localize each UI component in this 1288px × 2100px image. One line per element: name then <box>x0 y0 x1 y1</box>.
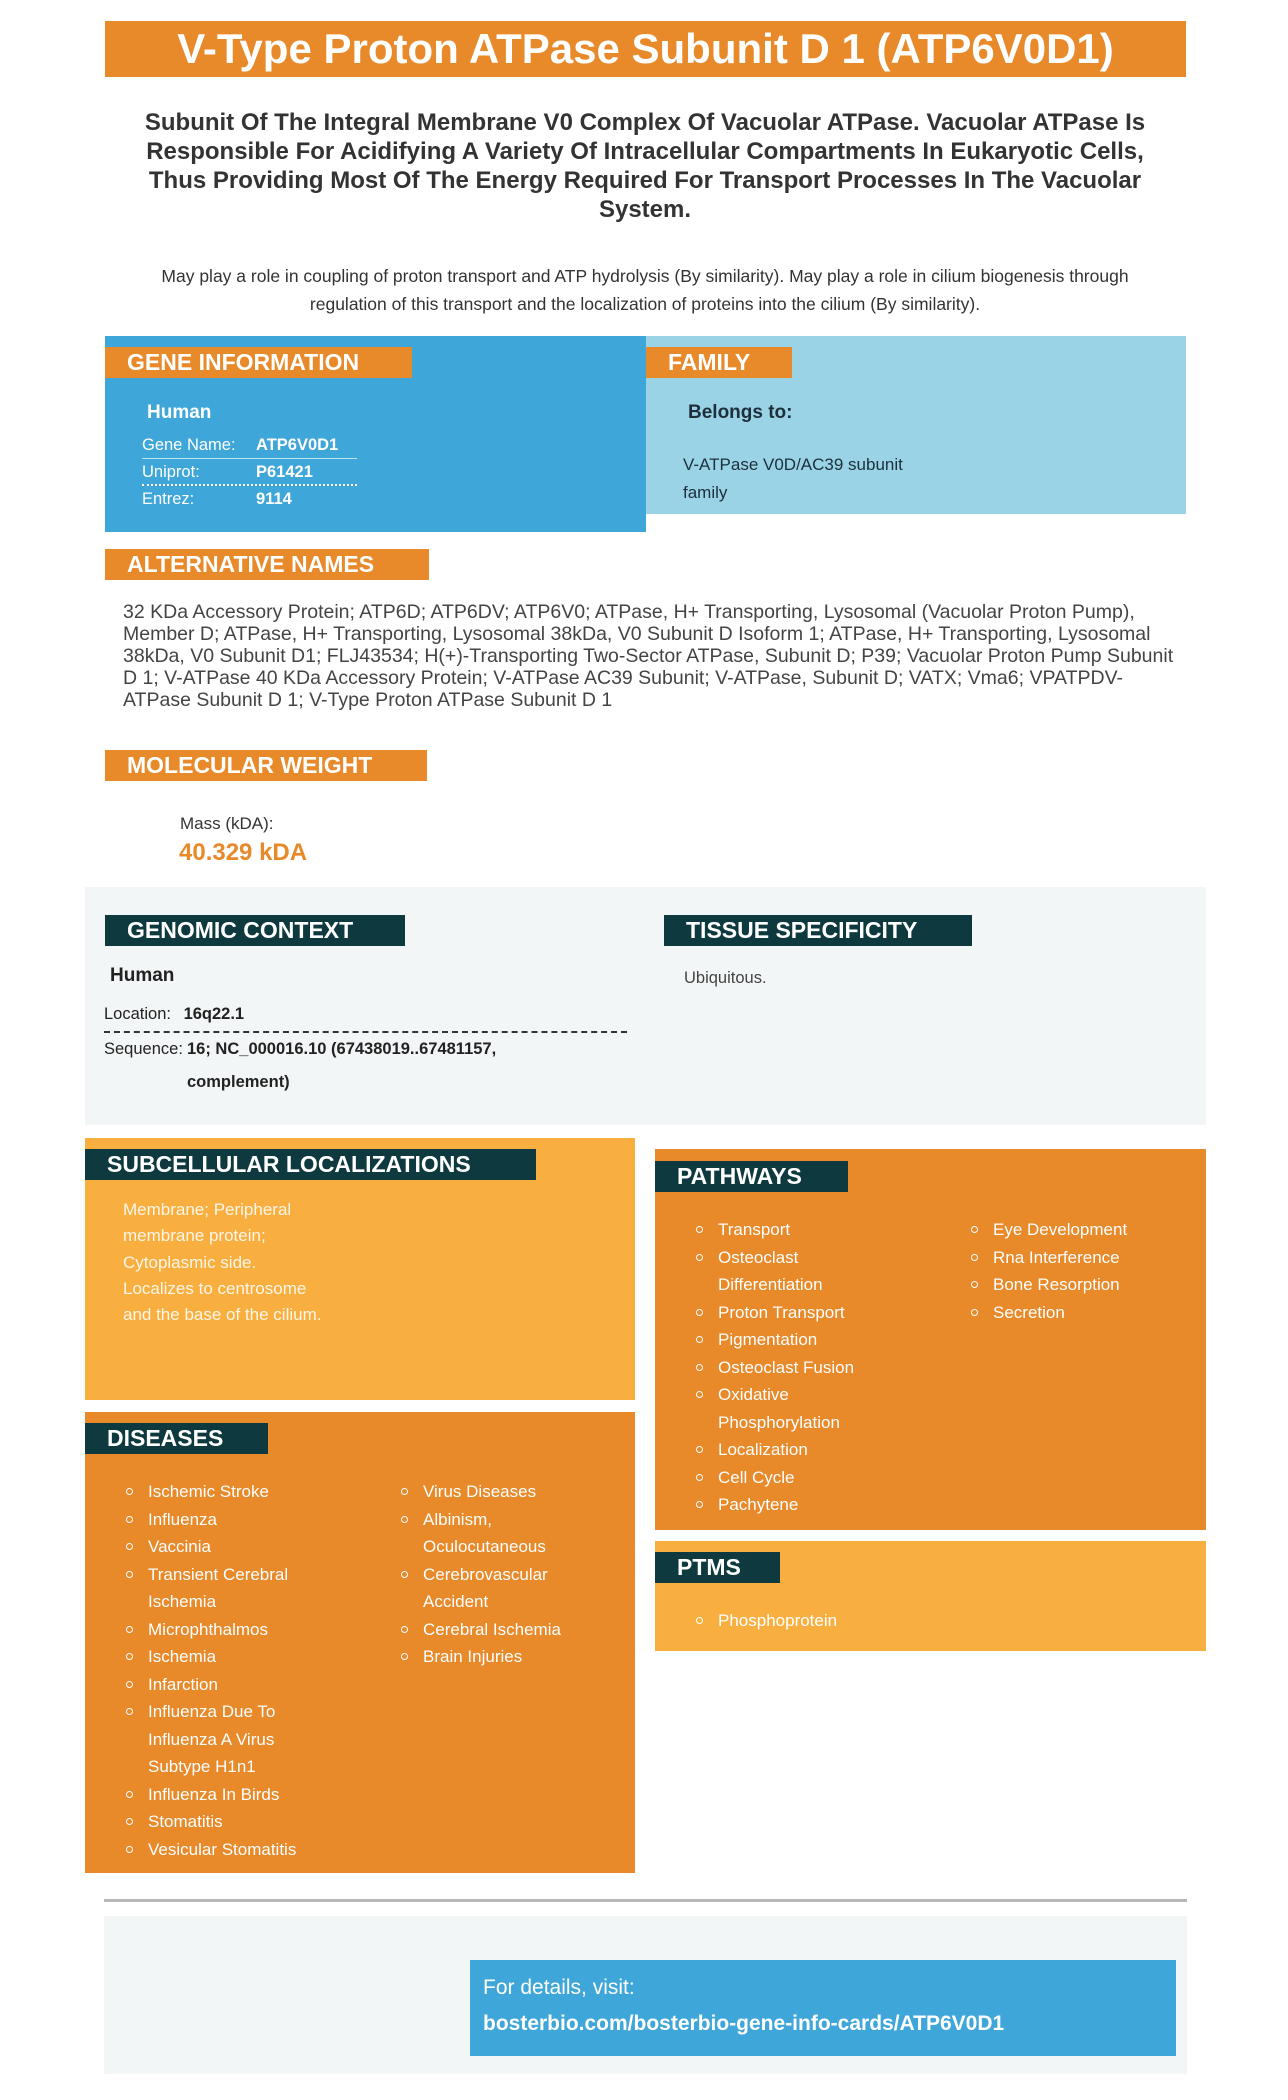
list-item: Proton Transport <box>693 1299 903 1327</box>
sequence-key: Sequence: <box>104 1040 183 1058</box>
sequence-value-line2: complement) <box>187 1073 290 1091</box>
gene-info-table <box>142 432 357 513</box>
subcellular-label: SUBCELLULAR LOCALIZATIONS <box>85 1149 536 1180</box>
list-item: Brain Injuries <box>398 1643 598 1671</box>
list-item: Cerebral Ischemia <box>398 1616 598 1644</box>
list-item: Microphthalmos <box>123 1616 328 1644</box>
details-link-box[interactable] <box>470 1960 1176 2056</box>
gene-species: Human <box>147 402 212 423</box>
list-item: Eye Development <box>968 1216 1188 1244</box>
gene-name-value: ATP6V0D1 <box>256 436 339 454</box>
list-item: Rna Interference <box>968 1244 1188 1272</box>
gene-name-row <box>142 432 357 459</box>
page-title: V-Type Proton ATPase Subunit D 1 (ATP6V0D1) <box>105 21 1186 77</box>
details-link-intro: For details, visit: <box>483 1976 635 1999</box>
list-item: Oxidative Phosphorylation <box>693 1381 903 1436</box>
family-label: FAMILY <box>646 347 792 378</box>
footer-divider <box>104 1899 1187 1902</box>
list-item: Infarction <box>123 1671 328 1699</box>
pathways-list-col2 <box>968 1216 1188 1326</box>
list-item: Bone Resorption <box>968 1271 1188 1299</box>
mass-label: Mass (kDA): <box>180 814 274 833</box>
list-item: Cell Cycle <box>693 1464 903 1492</box>
list-item: Secretion <box>968 1299 1188 1327</box>
entrez-row <box>142 486 357 513</box>
gene-name-key: Gene Name: <box>142 436 236 454</box>
tissue-specificity-label: TISSUE SPECIFICITY <box>664 915 972 946</box>
details-link-url[interactable]: bosterbio.com/bosterbio-gene-info-cards/ATP6V0D1 <box>483 2012 1005 2035</box>
diseases-list-col1 <box>123 1478 328 1863</box>
location-row <box>104 1005 244 1024</box>
location-value: 16q22.1 <box>183 1005 245 1023</box>
diseases-list-col2 <box>398 1478 598 1671</box>
list-item: Vaccinia <box>123 1533 328 1561</box>
subcellular-text: Membrane; Peripheral membrane protein; Cytoplasmic side. Localizes to centrosome and the base of the cilium. <box>123 1200 322 1325</box>
molecular-weight-label: MOLECULAR WEIGHT <box>105 750 427 781</box>
uniprot-value: P61421 <box>256 463 313 481</box>
uniprot-key: Uniprot: <box>142 463 200 481</box>
genomic-species: Human <box>110 965 175 986</box>
list-item: Pachytene <box>693 1491 903 1519</box>
alternative-names-label: ALTERNATIVE NAMES <box>105 549 429 580</box>
list-item: Vesicular Stomatitis <box>123 1836 328 1864</box>
sequence-value-line1: 16; NC_000016.10 (67438019..67481157, <box>187 1040 497 1058</box>
mass-value: 40.329 kDA <box>179 839 308 866</box>
function-summary: May play a role in coupling of proton transport and ATP hydrolysis (By similarity). May play a role in cilium biogenesis through regulation of this transport and the localization of proteins into the cilium (By similarity). <box>161 266 1129 314</box>
gene-information-label: GENE INFORMATION <box>105 347 412 378</box>
list-item: Localization <box>693 1436 903 1464</box>
list-item: Osteoclast Fusion <box>693 1354 903 1382</box>
list-item: Influenza <box>123 1506 328 1534</box>
alternative-names-text: 32 KDa Accessory Protein; ATP6D; ATP6DV; ATP6V0; ATPase, H+ Transporting, Lysosomal (Vacuolar Proton Pump), Member D; ATPase, H+ Transporting, Lysosomal 38kDa, V0 Subunit D Isoform 1; ATPase, H+ Transporting, Lysosomal 38kDa, V0 Subunit D1; FLJ43534; H(+)-Transporting Two-Sector ATPase, Subunit D; P39; Vacuolar Proton Pump Subunit D 1; V-ATPase 40 KDa Accessory Protein; V-ATPase AC39 Subunit; V-ATPase, Subunit D; VATX; Vma6; VPATPDV-ATPase Subunit D 1; V-Type Proton ATPase Subunit D 1 <box>123 601 1174 711</box>
list-item: Influenza Due To Influenza A Virus Subtype H1n1 <box>123 1698 328 1781</box>
uniprot-row <box>142 459 357 486</box>
list-item: Stomatitis <box>123 1808 328 1836</box>
tissue-specificity-text: Ubiquitous. <box>684 969 767 987</box>
location-key: Location: <box>104 1005 171 1023</box>
genomic-divider <box>104 1031 627 1033</box>
ptms-list <box>693 1607 993 1635</box>
list-item: Ischemic Stroke <box>123 1478 328 1506</box>
list-item: Osteoclast Differentiation <box>693 1244 903 1299</box>
pathways-label: PATHWAYS <box>655 1161 848 1192</box>
list-item: Albinism, Oculocutaneous <box>398 1506 598 1561</box>
list-item: Pigmentation <box>693 1326 903 1354</box>
protein-function-heading: Subunit Of The Integral Membrane V0 Complex Of Vacuolar ATPase. Vacuolar ATPase Is Responsible For Acidifying A Variety Of Intracellular Compartments In Eukaryotic Cells, Thus Providing Most Of The Energy Required For Transport Processes In The Vacuolar System. <box>144 109 1146 223</box>
list-item: Virus Diseases <box>398 1478 598 1506</box>
pathways-list-col1 <box>693 1216 903 1519</box>
genomic-context-label: GENOMIC CONTEXT <box>105 915 405 946</box>
list-item: Cerebrovascular Accident <box>398 1561 598 1616</box>
family-text: V-ATPase V0D/AC39 subunit family <box>683 455 903 502</box>
entrez-key: Entrez: <box>142 490 195 508</box>
family-title: Belongs to: <box>688 402 793 423</box>
list-item: Phosphoprotein <box>693 1607 993 1635</box>
diseases-label: DISEASES <box>85 1423 268 1454</box>
entrez-value: 9114 <box>256 490 292 508</box>
list-item: Transport <box>693 1216 903 1244</box>
list-item: Ischemia <box>123 1643 328 1671</box>
ptms-label: PTMS <box>655 1552 780 1583</box>
list-item: Influenza In Birds <box>123 1781 328 1809</box>
list-item: Transient Cerebral Ischemia <box>123 1561 328 1616</box>
